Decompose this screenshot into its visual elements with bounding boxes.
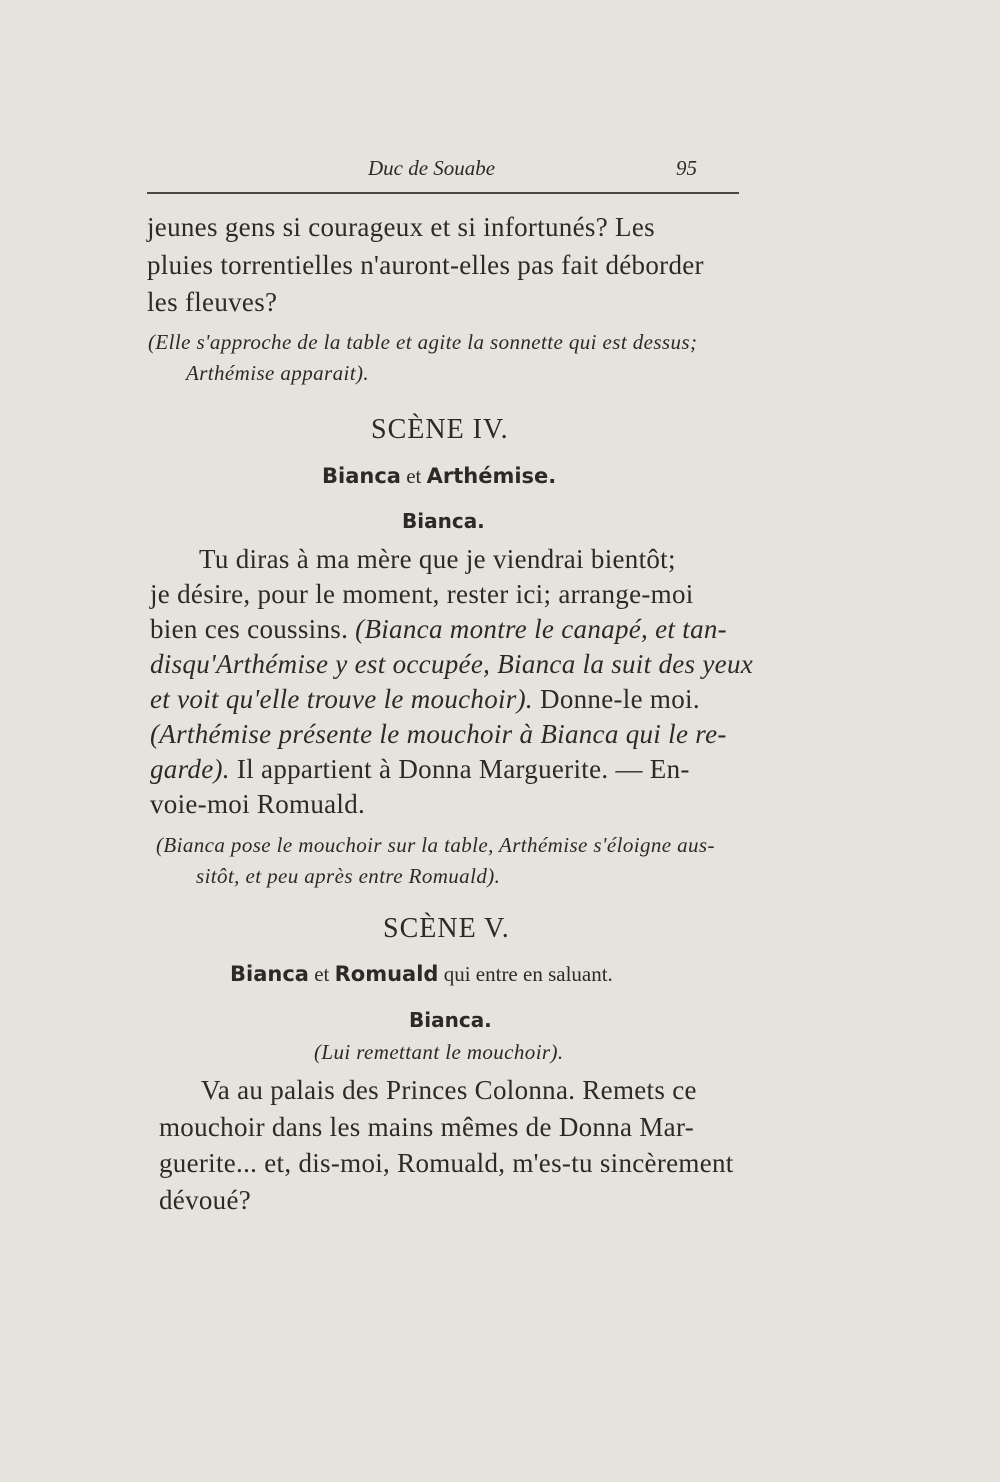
text-line: dévoué? <box>159 1185 252 1215</box>
header-rule <box>147 192 739 194</box>
text-line: pluies torrentielles n'auront-elles pas fait déborder <box>147 250 704 280</box>
scene-heading: SCÈNE IV. <box>371 414 509 445</box>
stage-direction-line: Arthémise apparait). <box>186 361 369 385</box>
cast-name: Bianca <box>230 962 309 986</box>
text-line: mouchoir dans les mains mêmes de Donna Mar- <box>159 1112 694 1142</box>
text-line <box>150 754 690 785</box>
stage-direction-line: (Bianca pose le mouchoir sur la table, Arthémise s'éloigne aus- <box>156 833 715 857</box>
text-line <box>150 614 727 645</box>
scene-cast <box>230 962 613 987</box>
stage-direction-inline: et voit qu'elle trouve le mouchoir). <box>150 684 533 714</box>
stage-direction-inline: (Bianca montre le canapé, et tan- <box>355 614 727 644</box>
stage-direction-line: (Lui remettant le mouchoir). <box>314 1040 564 1064</box>
text-line <box>150 684 700 715</box>
stage-direction-inline: garde). <box>150 754 230 784</box>
text-line: voie-moi Romuald. <box>150 789 366 819</box>
stage-direction-line: (Elle s'approche de la table et agite la sonnette qui est dessus; <box>148 330 698 354</box>
stage-direction-inline: (Arthémise présente le mouchoir à Bianca qui le re- <box>150 719 727 749</box>
speaker-name: Bianca. <box>409 1008 492 1032</box>
speaker-name: Bianca. <box>402 509 485 533</box>
text-line: les fleuves? <box>147 287 278 317</box>
text-line: guerite... et, dis-moi, Romuald, m'es-tu sincèrement <box>159 1148 734 1178</box>
running-header-title: Duc de Souabe <box>368 156 496 180</box>
text-line: Va au palais des Princes Colonna. Remets ce <box>201 1075 697 1105</box>
cast-conjunction: et <box>314 962 330 986</box>
cast-name: Arthémise. <box>426 464 557 488</box>
stage-direction-inline: disqu'Arthémise y est occupée, Bianca la suit des yeux <box>150 649 754 679</box>
text-line: Tu diras à ma mère que je viendrai bientôt; <box>199 544 676 574</box>
scene-cast <box>322 464 556 489</box>
text-span: Donne-le moi. <box>532 684 700 714</box>
cast-conjunction: et <box>406 464 422 488</box>
stage-direction-line: sitôt, et peu après entre Romuald). <box>196 864 501 888</box>
cast-note: qui entre en saluant. <box>443 962 613 986</box>
page-number: 95 <box>676 156 697 180</box>
scene-heading: SCÈNE V. <box>383 913 510 944</box>
text-line: je désire, pour le moment, rester ici; arrange-moi <box>150 579 694 609</box>
cast-name: Romuald <box>334 962 439 986</box>
text-line: jeunes gens si courageux et si infortunés? Les <box>147 212 655 242</box>
text-span: Il appartient à Donna Marguerite. — En- <box>229 754 690 784</box>
cast-name: Bianca <box>322 464 401 488</box>
text-span: bien ces coussins. <box>150 614 356 644</box>
